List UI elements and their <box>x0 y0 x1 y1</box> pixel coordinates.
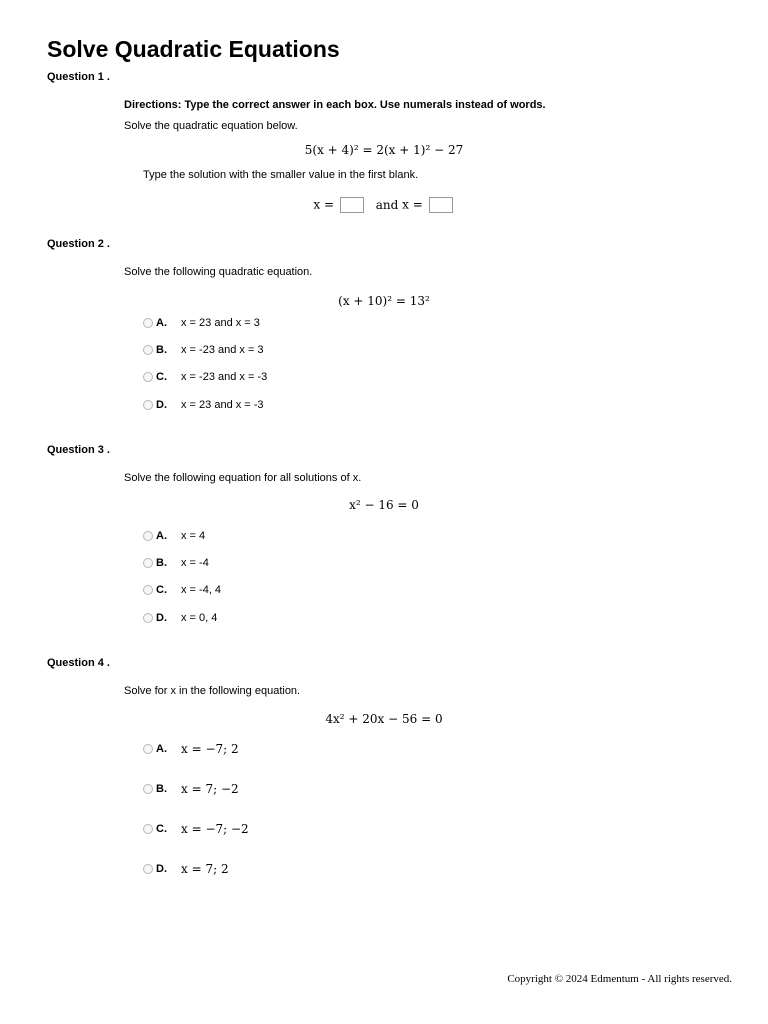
radio-button[interactable] <box>143 585 153 595</box>
answer-and-label: and <box>375 197 399 212</box>
option-text: x = -23 and x = -3 <box>181 371 268 383</box>
radio-button[interactable] <box>143 613 153 623</box>
question-1-directions: Directions: Type the correct answer in each box. Use numerals instead of words. <box>124 99 546 111</box>
answer-1-label: x = <box>313 197 335 212</box>
radio-button[interactable] <box>143 864 153 874</box>
radio-button[interactable] <box>143 531 153 541</box>
question-4-option-b[interactable] <box>143 782 239 796</box>
radio-button[interactable] <box>143 372 153 382</box>
option-letter: C. <box>156 371 167 383</box>
option-letter: C. <box>156 584 167 596</box>
radio-button[interactable] <box>143 318 153 328</box>
option-text: x = -4, 4 <box>181 584 222 596</box>
radio-button[interactable] <box>143 824 153 834</box>
option-letter: D. <box>156 399 167 411</box>
question-3-option-a[interactable] <box>143 529 205 543</box>
question-2-heading: Question 2 . <box>47 238 110 250</box>
question-1-answer-row <box>0 197 768 213</box>
radio-button[interactable] <box>143 400 153 410</box>
question-3-option-c[interactable] <box>143 583 221 597</box>
question-2-option-d[interactable] <box>143 398 264 412</box>
option-text: x = 7; −2 <box>181 782 239 796</box>
option-text: x = 23 and x = 3 <box>181 317 260 329</box>
option-letter: A. <box>156 530 167 542</box>
page-title: Solve Quadratic Equations <box>47 36 340 62</box>
question-4-equation: 4x² + 20x − 56 = 0 <box>325 712 443 726</box>
option-text: x = −7; −2 <box>181 822 249 836</box>
question-2-option-c[interactable] <box>143 370 267 384</box>
option-letter: A. <box>156 743 167 755</box>
question-3-prompt: Solve the following equation for all solutions of x. <box>124 472 362 484</box>
question-2-prompt: Solve the following quadratic equation. <box>124 266 313 278</box>
option-text: x = −7; 2 <box>181 742 239 756</box>
question-1-prompt: Solve the quadratic equation below. <box>124 120 298 132</box>
radio-button[interactable] <box>143 744 153 754</box>
question-3-equation: x² − 16 = 0 <box>349 498 419 512</box>
copyright-footer: Copyright © 2024 Edmentum - All rights reserved. <box>507 973 732 985</box>
radio-button[interactable] <box>143 784 153 794</box>
radio-button[interactable] <box>143 345 153 355</box>
question-1-instruction: Type the solution with the smaller value in the first blank. <box>143 169 419 181</box>
question-2-option-a[interactable] <box>143 316 260 330</box>
answer-2-input[interactable] <box>429 197 453 213</box>
option-text: x = 4 <box>181 530 206 542</box>
option-text: x = 23 and x = -3 <box>181 399 264 411</box>
answer-1-input[interactable] <box>340 197 364 213</box>
option-letter: B. <box>156 557 167 569</box>
question-3-option-b[interactable] <box>143 556 209 570</box>
option-letter: D. <box>156 612 167 624</box>
question-4-option-c[interactable] <box>143 822 249 836</box>
question-4-heading: Question 4 . <box>47 657 110 669</box>
option-text: x = 0, 4 <box>181 612 218 624</box>
option-text: x = 7; 2 <box>181 862 229 876</box>
option-letter: A. <box>156 317 167 329</box>
question-4-option-d[interactable] <box>143 862 229 876</box>
option-letter: C. <box>156 823 167 835</box>
question-3-heading: Question 3 . <box>47 444 110 456</box>
question-1-equation: 5(x + 4)² = 2(x + 1)² − 27 <box>304 143 464 157</box>
question-3-option-d[interactable] <box>143 611 217 625</box>
option-letter: D. <box>156 863 167 875</box>
option-letter: B. <box>156 783 167 795</box>
answer-2-label: x = <box>402 197 423 212</box>
question-4-prompt: Solve for x in the following equation. <box>124 685 301 697</box>
option-letter: B. <box>156 344 167 356</box>
option-text: x = -4 <box>181 557 209 569</box>
radio-button[interactable] <box>143 558 153 568</box>
option-text: x = -23 and x = 3 <box>181 344 264 356</box>
question-2-option-b[interactable] <box>143 343 264 357</box>
question-4-option-a[interactable] <box>143 742 239 756</box>
question-1-heading: Question 1 . <box>47 71 110 83</box>
question-2-equation: (x + 10)² = 13² <box>338 294 430 308</box>
